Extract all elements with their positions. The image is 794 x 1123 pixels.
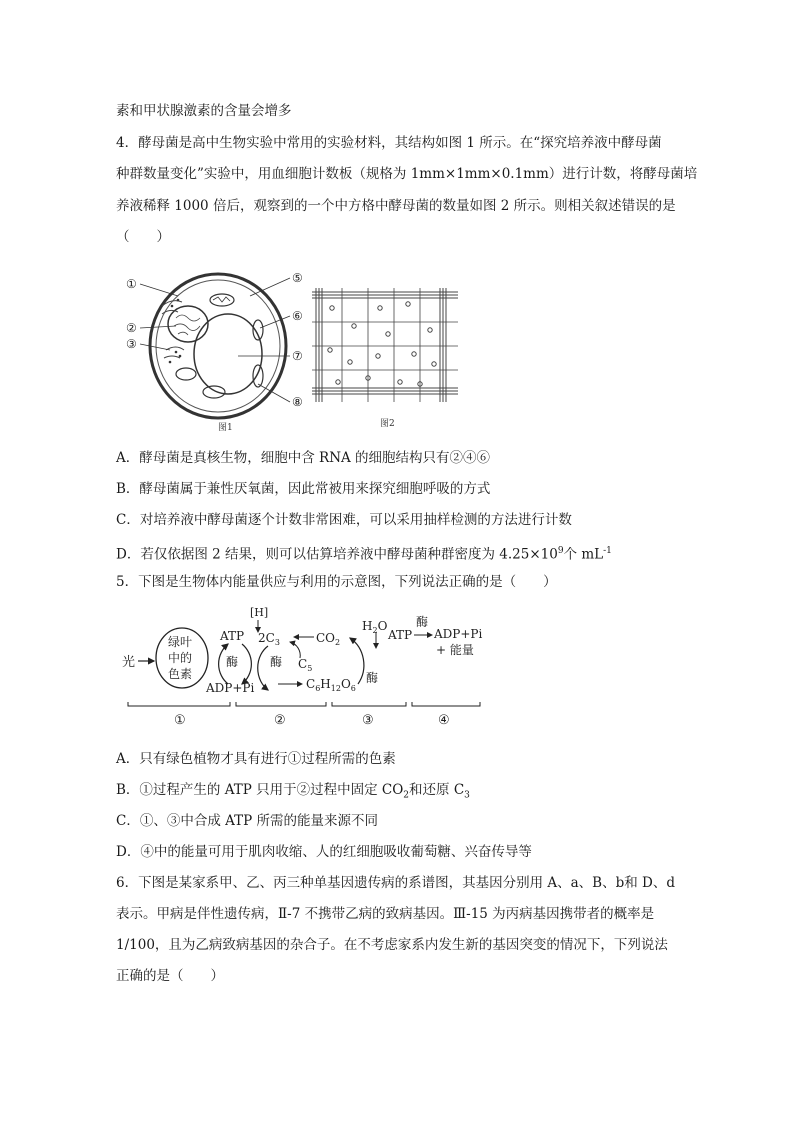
enzyme-label: 酶: [226, 655, 239, 669]
superscript: 9: [557, 546, 564, 556]
co2-label: [316, 631, 340, 647]
option-text: D．若仅依据图 2 结果，则可以估算培养液中酵母菌种群密度为 4.25×10: [116, 546, 558, 563]
light-label: 光: [122, 655, 136, 670]
stage-label: ③: [362, 713, 374, 728]
yeast-cell-diagram: [126, 271, 303, 433]
co2-text: CO: [316, 631, 336, 645]
co2-sub: 2: [335, 638, 341, 647]
enzyme-label: 酶: [366, 671, 379, 685]
subscript: 2: [403, 790, 410, 801]
option-text: B．①过程产生的 ATP 只用于②过程中固定 CO: [116, 782, 404, 798]
question-6-text: 正确的是（ ）: [116, 968, 224, 984]
adp-label: ADP+Pi: [434, 627, 483, 641]
question-6-text: 表示。甲病是伴性遗传病，Ⅱ-7 不携带乙病的致病基因。Ⅲ-15 为丙病基因携带者的概率是: [116, 906, 655, 922]
c3-label: [258, 631, 280, 647]
enzyme-label: 酶: [416, 615, 429, 629]
c3-sub: 3: [274, 638, 280, 647]
figure-caption: 图2: [380, 419, 395, 429]
question-5-option-d: D．④中的能量可用于肌肉收缩、人的红细胞吸收葡萄糖、兴奋传导等: [116, 844, 532, 860]
c5-sub: 5: [307, 664, 313, 673]
energy-label: + 能量: [436, 643, 474, 657]
stage-label: ②: [274, 713, 286, 728]
question-4-option-d: [116, 541, 696, 565]
stage-label: ④: [438, 713, 450, 728]
glucose-label: $C_6H_{12}O_6$: [306, 677, 356, 693]
option-text: 和还原 C: [409, 782, 465, 798]
enzyme-label: 酶: [270, 655, 283, 669]
cell-label: ③: [126, 337, 137, 351]
pigment-label: 绿叶: [168, 635, 193, 649]
cell-label: ⑧: [292, 395, 303, 409]
c5-label: [298, 657, 312, 673]
question-5-text: 5．下图是生物体内能量供应与利用的示意图，下列说法正确的是（ ）: [116, 574, 557, 590]
question-5-option-a: A．只有绿色植物才具有进行①过程所需的色素: [116, 751, 396, 767]
figure-energy-diagram: [118, 602, 498, 732]
subscript: 3: [464, 790, 470, 801]
cell-label: ②: [126, 321, 137, 335]
figure-yeast-cell-and-grid: [118, 266, 478, 434]
question-4-text: 种群数量变化”实验中，用血细胞计数板（规格为 1mm×1mm×0.1mm）进行计数，将酵母菌培: [116, 166, 698, 182]
question-4-option-a: A．酵母菌是真核生物，细胞中含 RNA 的细胞结构只有②④⑥: [116, 450, 491, 466]
question-5-option-b: [116, 780, 696, 806]
c3-text: 2C: [258, 631, 275, 645]
cell-label: ①: [126, 277, 137, 291]
stage-label: ①: [174, 713, 186, 728]
option-text: 个 mL: [563, 546, 604, 563]
cell-label: ⑤: [292, 271, 303, 285]
text-line: 素和甲状腺激素的含量会增多: [116, 103, 292, 119]
question-4-text: 养液稀释 1000 倍后，观察到的一个中方格中酵母菌的数量如图 2 所示。则相关叙述错误的是: [116, 198, 676, 214]
cell-label: ⑥: [292, 309, 303, 323]
cell-label: ⑦: [292, 349, 303, 363]
question-4-text: 4．酵母菌是高中生物实验中常用的实验材料，其结构如图 1 所示。在“探究培养液中酵母菌: [116, 135, 662, 151]
question-5-option-c: C．①、③中合成 ATP 所需的能量来源不同: [116, 813, 379, 829]
question-4-bracket: （ ）: [116, 229, 170, 245]
question-6-text: 1/100，且为乙病致病基因的杂合子。在不考虑家系内发生新的基因突变的情况下，下列说法: [116, 937, 668, 953]
counting-grid-diagram: [312, 288, 458, 429]
atp-label: ATP: [388, 628, 413, 642]
glucose-text: C: [306, 677, 316, 691]
question-4-option-b: B．酵母菌属于兼性厌氧菌，因此常被用来探究细胞呼吸的方式: [116, 481, 491, 497]
question-6-text: 6．下图是某家系甲、乙、丙三种单基因遗传病的系谱图，其基因分别用 A、a、B、b和 D、d: [116, 875, 675, 891]
question-4-option-c: C．对培养液中酵母菌逐个计数非常困难，可以采用抽样检测的方法进行计数: [116, 512, 572, 528]
h-label: [H]: [250, 606, 269, 619]
pigment-label: 中的: [168, 651, 193, 665]
superscript: -1: [603, 546, 612, 556]
h2o-label: $H_2O$: [362, 619, 388, 635]
h2o-text: H: [362, 619, 373, 633]
c5-text: C: [298, 657, 308, 671]
pigment-label: 色素: [168, 667, 193, 681]
figure-caption: 图1: [218, 423, 233, 433]
adp-label: ADP+Pi: [206, 681, 255, 695]
atp-label: ATP: [220, 629, 245, 643]
